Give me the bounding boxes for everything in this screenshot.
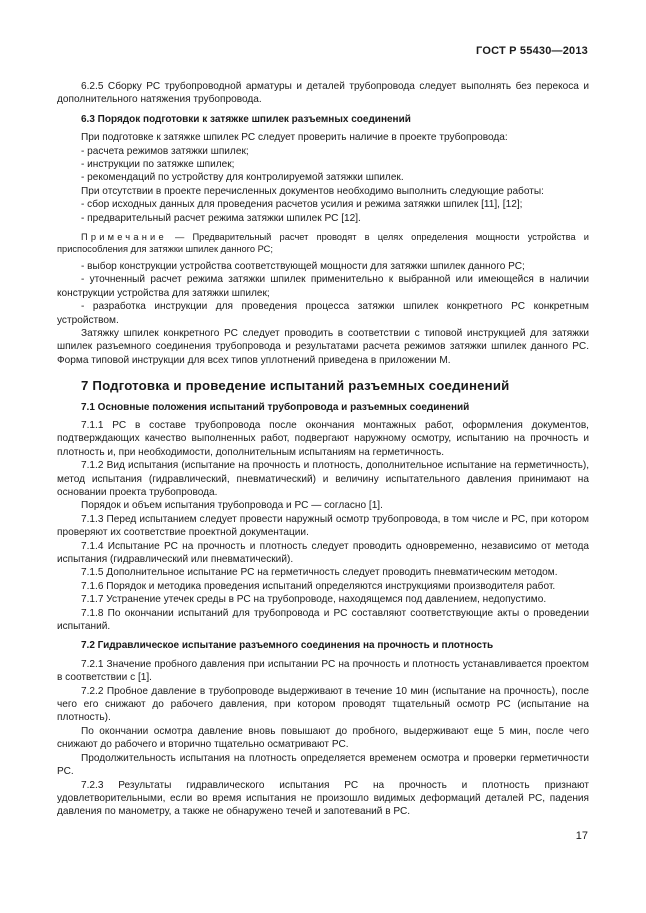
paragraph-6-3-final: Затяжку шпилек конкретного РС следует проводить в соответствии с типовой инструкцией для затяжки шпилек разъемного соединения трубопровода и результатами расчета режимов затяжки шпилек данного РС. Форма типовой инструкции для всех типов уплотнений приведена в приложении М. (57, 327, 589, 366)
list-item: - расчета режимов затяжки шпилек; (81, 145, 249, 157)
document-body (57, 80, 589, 819)
note-text: — Предварительный расчет проводят в целях определения мощности устройства и приспособления для затяжки шпилек данного РС; (57, 232, 589, 255)
list-item: - предварительный расчет режима затяжки шпилек РС [12]. (81, 212, 361, 224)
heading-6-3: 6.3 Порядок подготовки к затяжке шпилек разъемных соединений (81, 113, 411, 125)
paragraph-7-2-2b: По окончании осмотра давление вновь повышают до пробного, выдерживают еще 5 мин, после чего снижают до рабочего и вторично тщательно осматривают РС. (57, 725, 589, 751)
list-item: - сбор исходных данных для проведения расчетов усилия и режима затяжки шпилек [11], [12]; (81, 199, 523, 211)
list-item: - рекомендаций по устройству для контролируемой затяжки шпилек. (81, 172, 404, 184)
paragraph-7-2-1: 7.2.1 Значение пробного давления при испытании РС на прочность и плотность устанавливается проектом в соответствии с [1]. (57, 658, 589, 684)
document-header: ГОСТ Р 55430—2013 (476, 45, 588, 57)
paragraph-7-1-1: 7.1.1 РС в составе трубопровода после окончания монтажных работ, оформления документов, подтверждающих качество выполненных работ, подвергают наружному осмотру, испытанию на прочность и плотность и, при необходимости, дополнительным испытаниям на герметичность. (57, 419, 589, 458)
paragraph-7-1-3: 7.1.3 Перед испытанием следует провести наружный осмотр трубопровода, в том числе и РС, при котором проверяют их соответствие проектной документации. (57, 513, 589, 539)
heading-7: 7 Подготовка и проведение испытаний разъемных соединений (81, 378, 510, 394)
note-label: Примечание (81, 232, 167, 243)
paragraph-7-1-5: 7.1.5 Дополнительное испытание РС на герметичность следует проводить пневматическим методом. (81, 567, 558, 579)
paragraph-7-1-6: 7.1.6 Порядок и методика проведения испытаний определяются инструкциями производителя работ. (81, 580, 556, 592)
paragraph-7-2-2: 7.2.2 Пробное давление в трубопроводе выдерживают в течение 10 мин (испытание на прочность), после чего его снижают до рабочего давления, при котором проводят тщательный осмотр РС (испытание на плотность). (57, 685, 589, 724)
paragraph-6-2-5: 6.2.5 Сборку РС трубопроводной арматуры и деталей трубопровода следует выполнять без перекоса и дополнительного натяжения трубопровода. (57, 81, 589, 106)
heading-7-1: 7.1 Основные положения испытаний трубопровода и разъемных соединений (81, 401, 470, 413)
paragraph-7-1-2b: Порядок и объем испытания трубопровода и РС — согласно [1]. (81, 500, 383, 512)
paragraph-7-1-4: 7.1.4 Испытание РС на прочность и плотность следует проводить одновременно, независимо от метода испытания (гидравлический или пневматический). (57, 540, 589, 565)
list-item: - уточненный расчет режима затяжки шпилек применительно к выбранной или имеющейся в наличии конструкции устройства для затяжки шпилек; (57, 274, 589, 299)
paragraph-6-3-intro: При подготовке к затяжке шпилек РС следует проверить наличие в проекте трубопровода: (81, 132, 508, 144)
paragraph-7-2-3: 7.2.3 Результаты гидравлического испытания РС на прочность и плотность признают удовлетворительными, если во время испытания не произошло видимых деформаций деталей РС, падения давления по манометру, а также не обнаружено течей и запотеваний в РС. (57, 779, 589, 818)
list-item: - выбор конструкции устройства соответствующей мощности для затяжки шпилек данного РС; (81, 260, 525, 272)
list-item: - инструкции по затяжке шпилек; (81, 159, 235, 171)
page-number: 17 (575, 830, 588, 842)
heading-7-2: 7.2 Гидравлическое испытание разъемного соединения на прочность и плотность (81, 640, 494, 652)
paragraph-7-1-7: 7.1.7 Устранение утечек среды в РС на трубопроводе, находящемся под давлением, недопустимо. (81, 594, 547, 606)
paragraph-7-1-8: 7.1.8 По окончании испытаний для трубопровода и РС составляют соответствующие акты о проведении испытаний. (57, 607, 589, 633)
paragraph-7-2-2c: Продолжительность испытания на плотность определяется временем осмотра и проверки герметичности РС. (57, 752, 589, 778)
paragraph-7-1-2: 7.1.2 Вид испытания (испытание на прочность и плотность, дополнительное испытание на герметичность), метод испытания (гидравлический, пневматический) и величину испытательного давления принимают на основании проекта трубопровода. (57, 460, 589, 498)
paragraph-6-3-absent: При отсутствии в проекте перечисленных документов необходимо выполнить следующие работы: (81, 185, 544, 197)
list-item: - разработка инструкции для проведения процесса затяжки шпилек конкретного РС конкретным устройством. (57, 301, 589, 326)
note-paragraph (57, 231, 589, 256)
